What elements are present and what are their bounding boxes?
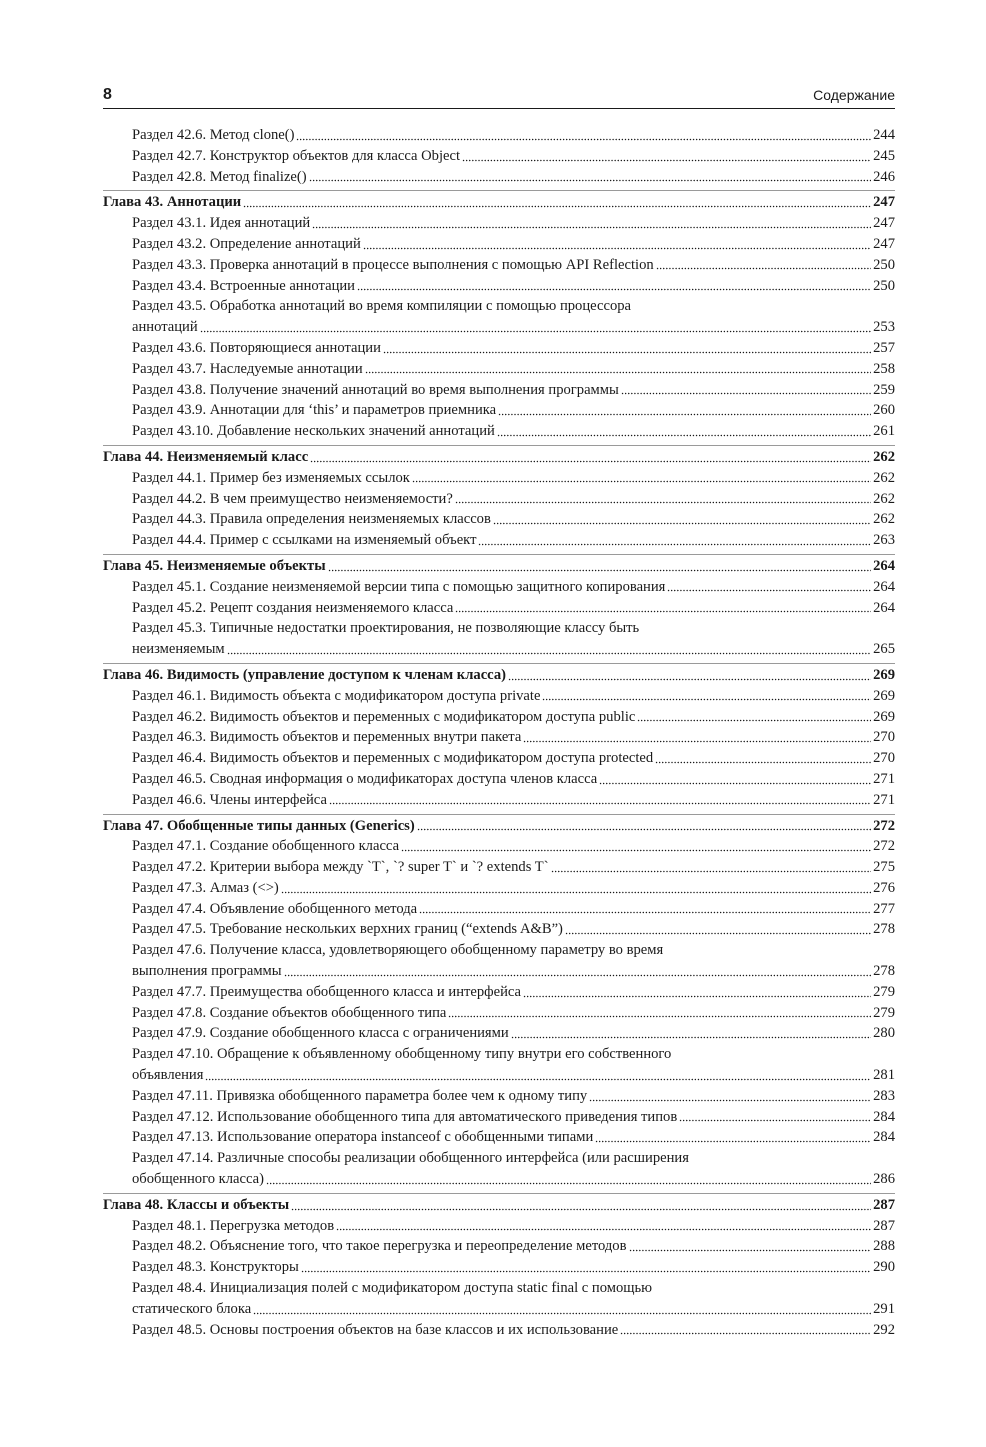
toc-section [103, 790, 895, 811]
toc-section [103, 255, 895, 276]
entry-title: Раздел 43.10. Добавление нескольких значений аннотаций [132, 423, 495, 440]
entry-title: объявления [132, 1067, 204, 1084]
entry-title: Раздел 43.6. Повторяющиеся аннотации [132, 339, 381, 356]
toc-section [103, 489, 895, 510]
entry-page-number: 269 [873, 666, 895, 683]
toc-section-continuation [103, 639, 895, 660]
entry-title: Раздел 47.10. Обращение к объявленному обобщенному типу внутри его собственного [132, 1046, 672, 1063]
dot-leader [523, 985, 871, 997]
entry-title: Раздел 46.6. Члены интерфейса [132, 791, 327, 808]
entry-title: Раздел 43.5. Обработка аннотаций во время компиляции с помощью процессора [132, 298, 632, 315]
entry-title: Раздел 45.1. Создание неизменяемой версии типа с помощью защитного копирования [132, 578, 666, 595]
entry-page-number: 283 [873, 1087, 895, 1104]
dot-leader [412, 471, 871, 483]
entry-title: Раздел 46.4. Видимость объектов и переменных с модификатором доступа protected [132, 750, 654, 767]
entry-title: Раздел 43.1. Идея аннотаций [132, 215, 311, 232]
dot-leader [478, 534, 871, 546]
toc-section [103, 213, 895, 234]
entry-page-number: 270 [873, 750, 895, 767]
entry-page-number: 247 [873, 194, 895, 211]
entry-page-number: 250 [873, 256, 895, 273]
entry-title: Раздел 42.6. Метод clone() [132, 127, 295, 143]
entry-page-number: 262 [873, 469, 895, 486]
toc-section [103, 400, 895, 421]
entry-page-number: 281 [873, 1067, 895, 1084]
toc-section [103, 1236, 895, 1257]
toc-section [103, 1023, 895, 1044]
dot-leader [595, 1131, 871, 1143]
toc-section [103, 982, 895, 1003]
dot-leader [310, 450, 871, 462]
entry-title: Раздел 48.1. Перегрузка методов [132, 1217, 335, 1234]
dot-leader [462, 149, 871, 161]
dot-leader [455, 492, 871, 504]
toc-section [103, 857, 895, 878]
toc-section [103, 1044, 895, 1065]
toc-section [103, 1257, 895, 1278]
entry-page-number: 272 [873, 838, 895, 855]
entry-title: неизменяемым [132, 641, 225, 658]
entry-page-number: 257 [873, 339, 895, 356]
dot-leader [629, 1240, 872, 1252]
entry-page-number: 290 [873, 1259, 895, 1276]
toc-section [103, 577, 895, 598]
toc-section-continuation [103, 317, 895, 338]
entry-page-number: 245 [873, 147, 895, 164]
entry-title: Раздел 48.4. Инициализация полей с модификатором доступа static final с помощью [132, 1280, 653, 1297]
dot-leader [243, 196, 871, 208]
toc-section [103, 707, 895, 728]
toc-section [103, 769, 895, 790]
entry-page-number: 250 [873, 277, 895, 294]
toc-section [103, 1320, 895, 1341]
entry-page-number: 247 [873, 235, 895, 252]
entry-title: Раздел 47.4. Объявление обобщенного метода [132, 900, 418, 917]
toc-section-continuation [103, 1299, 895, 1320]
entry-title: Раздел 47.3. Алмаз (<>) [132, 879, 279, 896]
dot-leader [281, 881, 871, 893]
entry-title: Раздел 42.8. Метод finalize() [132, 168, 307, 185]
toc-section [103, 919, 895, 940]
dot-leader [679, 1110, 871, 1122]
entry-page-number: 288 [873, 1238, 895, 1255]
entry-page-number: 278 [873, 921, 895, 938]
toc-section [103, 618, 895, 639]
entry-title: Раздел 42.7. Конструктор объектов для класса Object [132, 147, 461, 164]
entry-title: Раздел 47.9. Создание обобщенного класса с ограничениями [132, 1025, 509, 1042]
toc-section [103, 146, 895, 167]
toc-section [103, 380, 895, 401]
toc-section [103, 727, 895, 748]
dot-leader [301, 1261, 871, 1273]
toc-section [103, 1148, 895, 1169]
dot-leader [296, 128, 871, 140]
entry-title: статического блока [132, 1300, 252, 1317]
entry-title: Глава 45. Неизменяемые объекты [103, 557, 326, 574]
toc-section [103, 1003, 895, 1024]
entry-page-number: 277 [873, 900, 895, 917]
entry-page-number: 284 [873, 1108, 895, 1125]
dot-leader [620, 1323, 871, 1335]
toc-section [103, 468, 895, 489]
dot-leader [253, 1302, 871, 1314]
dot-leader [667, 580, 871, 592]
entry-title: Раздел 44.2. В чем преимущество неизменяемости? [132, 490, 453, 507]
dot-leader [498, 404, 871, 416]
toc-chapter [103, 663, 895, 686]
entry-title: Раздел 43.2. Определение аннотаций [132, 235, 361, 252]
toc-chapter [103, 554, 895, 577]
entry-title: Раздел 47.5. Требование нескольких верхних границ (“extends A&B”) [132, 921, 563, 938]
entry-title: Раздел 46.1. Видимость объекта с модификатором доступа private [132, 687, 541, 704]
entry-title: Раздел 43.8. Получение значений аннотаций во время выполнения программы [132, 381, 619, 398]
entry-title: Глава 43. Аннотации [103, 194, 242, 211]
toc-section [103, 598, 895, 619]
toc-section [103, 167, 895, 188]
dot-leader [200, 321, 871, 333]
entry-title: Глава 46. Видимость (управление доступом к членам класса) [103, 666, 506, 683]
toc-section [103, 509, 895, 530]
entry-page-number: 262 [873, 448, 895, 465]
entry-page-number: 291 [873, 1300, 895, 1317]
toc-section-continuation [103, 1065, 895, 1086]
entry-page-number: 271 [873, 791, 895, 808]
entry-page-number: 247 [873, 215, 895, 232]
running-title: Содержание [813, 87, 895, 103]
entry-page-number: 270 [873, 729, 895, 746]
toc-section [103, 296, 895, 317]
entry-page-number: 262 [873, 511, 895, 528]
entry-title: Раздел 47.12. Использование обобщенного типа для автоматического приведения типов [132, 1108, 678, 1125]
table-of-contents [103, 125, 895, 1340]
entry-page-number: 292 [873, 1321, 895, 1338]
toc-section [103, 836, 895, 857]
toc-section [103, 359, 895, 380]
toc-section [103, 878, 895, 899]
entry-title: Раздел 47.2. Критерии выбора между `T`, `? super T` и `? extends T` [132, 859, 549, 876]
entry-page-number: 253 [873, 319, 895, 336]
toc-section [103, 1278, 895, 1299]
toc-section [103, 421, 895, 442]
dot-leader [363, 237, 871, 249]
entry-page-number: 284 [873, 1129, 895, 1146]
toc-section [103, 125, 895, 146]
entry-title: Раздел 48.2. Объяснение того, что такое перегрузка и переопределение методов [132, 1238, 627, 1255]
entry-page-number: 246 [873, 168, 895, 185]
entry-title: аннотаций [132, 319, 198, 336]
dot-leader [284, 964, 872, 976]
entry-title: Раздел 48.5. Основы построения объектов на базе классов и их использование [132, 1321, 619, 1338]
entry-page-number: 279 [873, 983, 895, 1000]
dot-leader [656, 258, 871, 270]
entry-page-number: 269 [873, 708, 895, 725]
entry-title: обобщенного класса) [132, 1171, 264, 1188]
entry-title: Раздел 44.3. Правила определения неизменяемых классов [132, 511, 491, 528]
dot-leader [621, 383, 871, 395]
dot-leader [448, 1006, 871, 1018]
entry-page-number: 286 [873, 1171, 895, 1188]
entry-title: Раздел 46.5. Сводная информация о модификаторах доступа членов класса [132, 770, 598, 787]
entry-page-number: 287 [873, 1196, 895, 1213]
entry-page-number: 244 [873, 127, 895, 143]
dot-leader [599, 772, 871, 784]
dot-leader [365, 362, 871, 374]
toc-section-continuation [103, 961, 895, 982]
entry-page-number: 258 [873, 360, 895, 377]
dot-leader [291, 1198, 871, 1210]
dot-leader [329, 793, 871, 805]
entry-title: Раздел 47.7. Преимущества обобщенного класса и интерфейса [132, 983, 522, 1000]
entry-title: Раздел 44.1. Пример без изменяемых ссылок [132, 469, 410, 486]
toc-section [103, 1107, 895, 1128]
dot-leader [523, 731, 871, 743]
toc-chapter [103, 1193, 895, 1216]
entry-page-number: 259 [873, 381, 895, 398]
dot-leader [655, 752, 871, 764]
entry-title: Раздел 47.1. Создание обобщенного класса [132, 838, 400, 855]
dot-leader [511, 1027, 871, 1039]
toc-section [103, 234, 895, 255]
dot-leader [205, 1068, 871, 1080]
entry-title: Раздел 45.2. Рецепт создания неизменяемого класса [132, 599, 454, 616]
entry-page-number: 264 [873, 578, 895, 595]
entry-title: Раздел 44.4. Пример с ссылками на изменяемый объект [132, 532, 477, 549]
entry-title: Раздел 47.13. Использование оператора instanceof с обобщенными типами [132, 1129, 594, 1146]
dot-leader [309, 170, 871, 182]
entry-page-number: 279 [873, 1004, 895, 1021]
dot-leader [551, 860, 872, 872]
toc-chapter [103, 445, 895, 468]
entry-title: Раздел 47.11. Привязка обобщенного параметра более чем к одному типу [132, 1087, 588, 1104]
entry-page-number: 261 [873, 423, 895, 440]
toc-chapter [103, 814, 895, 837]
dot-leader [542, 689, 871, 701]
entry-title: Раздел 47.8. Создание объектов обобщенного типа [132, 1004, 447, 1021]
entry-title: выполнения программы [132, 963, 282, 980]
dot-leader [383, 341, 871, 353]
entry-title: Раздел 48.3. Конструкторы [132, 1259, 299, 1276]
entry-page-number: 275 [873, 859, 895, 876]
entry-title: Раздел 43.9. Аннотации для ‘this’ и параметров приемника [132, 402, 497, 419]
entry-page-number: 264 [873, 557, 895, 574]
entry-page-number: 260 [873, 402, 895, 419]
dot-leader [357, 279, 871, 291]
entry-page-number: 262 [873, 490, 895, 507]
entry-title: Раздел 43.3. Проверка аннотаций в процессе выполнения с помощью API Reflection [132, 256, 654, 273]
toc-section [103, 338, 895, 359]
entry-title: Раздел 43.7. Наследуемые аннотации [132, 360, 363, 377]
entry-page-number: 287 [873, 1217, 895, 1234]
entry-title: Глава 48. Классы и объекты [103, 1196, 290, 1213]
toc-section [103, 748, 895, 769]
entry-title: Глава 44. Неизменяемый класс [103, 448, 309, 465]
dot-leader [312, 217, 871, 229]
dot-leader [455, 601, 871, 613]
toc-section [103, 530, 895, 551]
entry-page-number: 271 [873, 770, 895, 787]
dot-leader [401, 840, 871, 852]
toc-section [103, 940, 895, 961]
dot-leader [497, 425, 871, 437]
entry-page-number: 265 [873, 641, 895, 658]
entry-title: Раздел 46.3. Видимость объектов и переменных внутри пакета [132, 729, 522, 746]
dot-leader [266, 1172, 871, 1184]
dot-leader [328, 559, 872, 571]
entry-page-number: 276 [873, 879, 895, 896]
entry-page-number: 280 [873, 1025, 895, 1042]
entry-page-number: 269 [873, 687, 895, 704]
toc-section [103, 1086, 895, 1107]
dot-leader [508, 668, 871, 680]
dot-leader [637, 710, 871, 722]
toc-chapter [103, 190, 895, 213]
entry-title: Глава 47. Обобщенные типы данных (Generics) [103, 817, 415, 834]
page-number: 8 [103, 86, 112, 103]
entry-title: Раздел 43.4. Встроенные аннотации [132, 277, 355, 294]
entry-page-number: 278 [873, 963, 895, 980]
dot-leader [227, 643, 871, 655]
entry-title: Раздел 47.14. Различные способы реализации обобщенного интерфейса (или расширения [132, 1150, 689, 1167]
toc-section-continuation [103, 1169, 895, 1190]
toc-section [103, 686, 895, 707]
entry-page-number: 264 [873, 599, 895, 616]
page-header [103, 86, 895, 109]
entry-title: Раздел 46.2. Видимость объектов и переменных с модификатором доступа public [132, 708, 636, 725]
entry-page-number: 263 [873, 532, 895, 549]
toc-section [103, 1127, 895, 1148]
toc-section [103, 899, 895, 920]
dot-leader [493, 513, 871, 525]
dot-leader [419, 902, 871, 914]
entry-title: Раздел 45.3. Типичные недостатки проектирования, не позволяющие классу быть [132, 620, 640, 637]
dot-leader [589, 1089, 871, 1101]
toc-section [103, 1216, 895, 1237]
dot-leader [565, 923, 871, 935]
dot-leader [417, 819, 871, 831]
entry-page-number: 272 [873, 817, 895, 834]
entry-title: Раздел 47.6. Получение класса, удовлетворяющего обобщенному параметру во время [132, 942, 664, 959]
toc-section [103, 276, 895, 297]
dot-leader [336, 1219, 871, 1231]
